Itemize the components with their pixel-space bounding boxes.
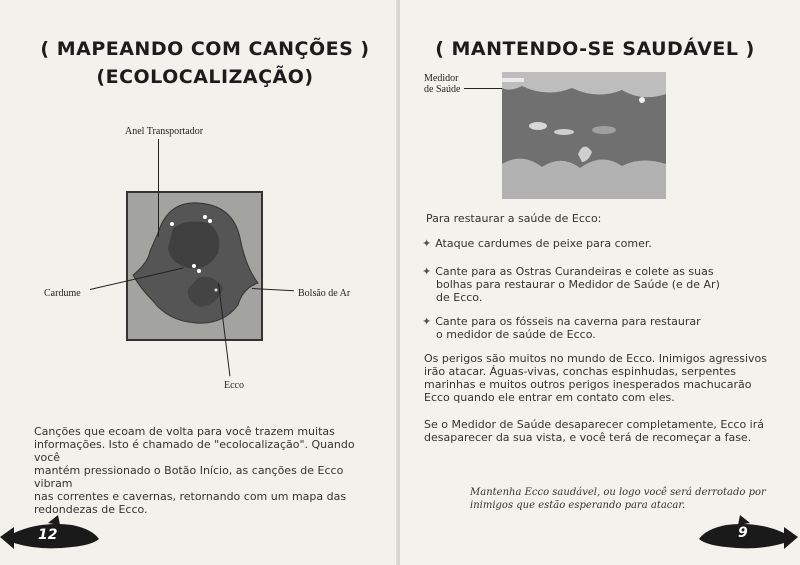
page-number-left: 12 <box>38 527 58 543</box>
echolocation-paragraph <box>34 425 374 516</box>
paragraph-line: desaparecer da sua vista, e você terá de recomeçar a fase. <box>424 431 752 444</box>
bullet-text: Ataque cardumes de peixe para comer. <box>435 237 652 250</box>
paragraph-line: informações. Isto é chamado de "ecolocalização". Quando você <box>34 438 355 464</box>
paragraph-line: nas correntes e cavernas, retornando com um mapa das <box>34 490 347 503</box>
bullet-text: bolhas para restaurar o Medidor de Saúde (e de Ar) <box>436 278 720 291</box>
paragraph-line: redondezas de Ecco. <box>34 503 148 516</box>
paragraph-line: Ecco quando ele entrar em contato com eles. <box>424 391 675 404</box>
paragraph-line: irão atacar. Águas-vivas, conchas espinhudas, serpentes <box>424 365 736 378</box>
label-bolsao-de-ar: Bolsão de Ar <box>298 288 351 299</box>
label-de-saude: de Saúde <box>424 84 461 95</box>
shell-bullet-icon: ✦ <box>422 265 432 278</box>
right-title: ( MANTENDO-SE SAUDÁVEL ) <box>435 38 755 60</box>
paragraph-line: inimigos que estão esperando para atacar. <box>470 500 686 511</box>
paragraph-line: mantém pressionado o Botão Início, as canções de Ecco vibram <box>34 464 344 490</box>
health-intro: Para restaurar a saúde de Ecco: <box>426 212 602 225</box>
label-anel-transportador: Anel Transportador <box>125 126 204 137</box>
shell-bullet-icon: ✦ <box>422 315 432 328</box>
bullet-text: Cante para as Ostras Curandeiras e colete as suas <box>435 265 714 278</box>
health-bullet-3 <box>422 315 782 341</box>
gameplay-screenshot <box>502 72 666 199</box>
left-title-line1: ( MAPEANDO COM CANÇÕES ) <box>40 38 370 60</box>
health-bullet-2 <box>422 265 782 304</box>
underwater-scene-graphic <box>502 72 666 199</box>
paragraph-line: Canções que ecoam de volta para você trazem muitas <box>34 425 335 438</box>
health-bullet-1 <box>422 237 782 250</box>
left-page <box>0 0 398 565</box>
bullet-text: Cante para os fósseis na caverna para restaurar <box>435 315 701 328</box>
warning-paragraph <box>424 418 784 444</box>
bullet-text: o medidor de saúde de Ecco. <box>436 328 596 341</box>
bullet-text: de Ecco. <box>436 291 483 304</box>
left-title-line2: (ECOLOCALIZAÇÃO) <box>96 66 314 88</box>
map-island-graphic <box>128 193 261 339</box>
label-ecco: Ecco <box>224 380 244 391</box>
page-number-right: 9 <box>738 525 748 541</box>
dangers-paragraph <box>424 352 784 404</box>
shell-bullet-icon: ✦ <box>422 237 432 250</box>
label-medidor: Medidor <box>424 73 459 84</box>
paragraph-line: marinhas e muitos outros perigos inesperados machucarão <box>424 378 752 391</box>
dolphin-page-badge-right <box>698 513 798 559</box>
paragraph-line: Os perigos são muitos no mundo de Ecco. Inimigos agressivos <box>424 352 767 365</box>
echolocation-map-image <box>126 191 263 341</box>
paragraph-line: Mantenha Ecco saudável, ou logo você será derrotado por <box>470 487 766 498</box>
paragraph-line: Se o Medidor de Saúde desaparecer completamente, Ecco irá <box>424 418 764 431</box>
label-cardume: Cardume <box>44 288 81 299</box>
leader-line-anel <box>158 139 159 237</box>
tip-paragraph <box>470 486 780 512</box>
